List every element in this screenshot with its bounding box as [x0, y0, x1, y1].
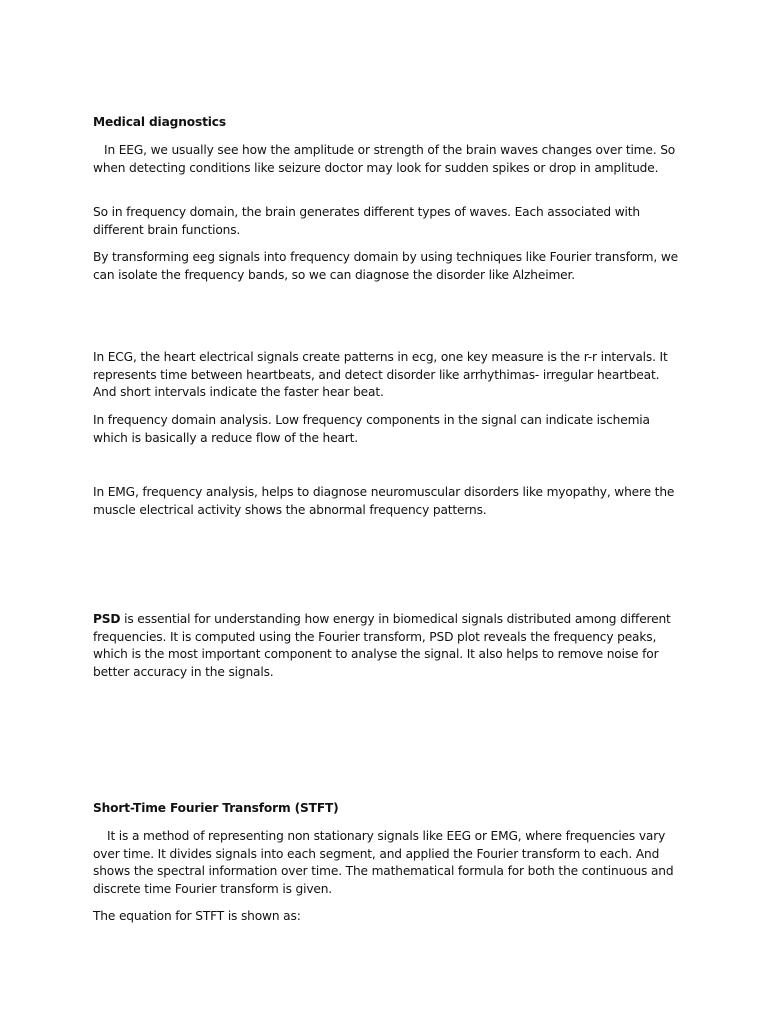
- paragraph-stft-equation-intro: The equation for STFT is shown as:: [93, 909, 301, 923]
- paragraph-eeg-amplitude: In EEG, we usually see how the amplitude or strength of the brain waves changes over time. So when detecting conditions like seizure doctor may look for sudden spikes or drop in amplitude.: [93, 143, 676, 175]
- paragraph-psd: [93, 611, 683, 681]
- paragraph-stft-description: It is a method of representing non stationary signals like EEG or EMG, where frequencies vary over time. It divides signals into each segment, and applied the Fourier transform to each. And shows the spectral information over time. The mathematical formula for both the continuous and discrete time Fourier transform is given.: [93, 829, 674, 896]
- paragraph-eeg-frequency-domain: So in frequency domain, the brain generates different types of waves. Each associated with different brain functions.: [93, 205, 640, 237]
- section-heading-medical-diagnostics: Medical diagnostics: [93, 115, 226, 129]
- paragraph-ecg-rr-intervals: In ECG, the heart electrical signals create patterns in ecg, one key measure is the r-r intervals. It represents time between heartbeats, and detect disorder like arrhythimas- irregular heartbeat. And short intervals indicate the faster hear beat.: [93, 350, 668, 400]
- paragraph-ecg-frequency-domain: In frequency domain analysis. Low frequency components in the signal can indicate ischemia which is basically a reduce flow of the heart.: [93, 413, 650, 445]
- section-heading-stft: Short-Time Fourier Transform (STFT): [93, 801, 339, 815]
- paragraph-emg-frequency: In EMG, frequency analysis, helps to diagnose neuromuscular disorders like myopathy, where the muscle electrical activity shows the abnormal frequency patterns.: [93, 485, 675, 517]
- psd-term: PSD: [93, 612, 121, 626]
- psd-text: is essential for understanding how energy in biomedical signals distributed among different frequencies. It is computed using the Fourier transform, PSD plot reveals the frequency peaks, which is the most important component to analyse the signal. It also helps to remove noise for better accuracy in the signals.: [93, 612, 671, 679]
- paragraph-eeg-fourier: By transforming eeg signals into frequency domain by using techniques like Fourier transform, we can isolate the frequency bands, so we can diagnose the disorder like Alzheimer.: [93, 250, 679, 282]
